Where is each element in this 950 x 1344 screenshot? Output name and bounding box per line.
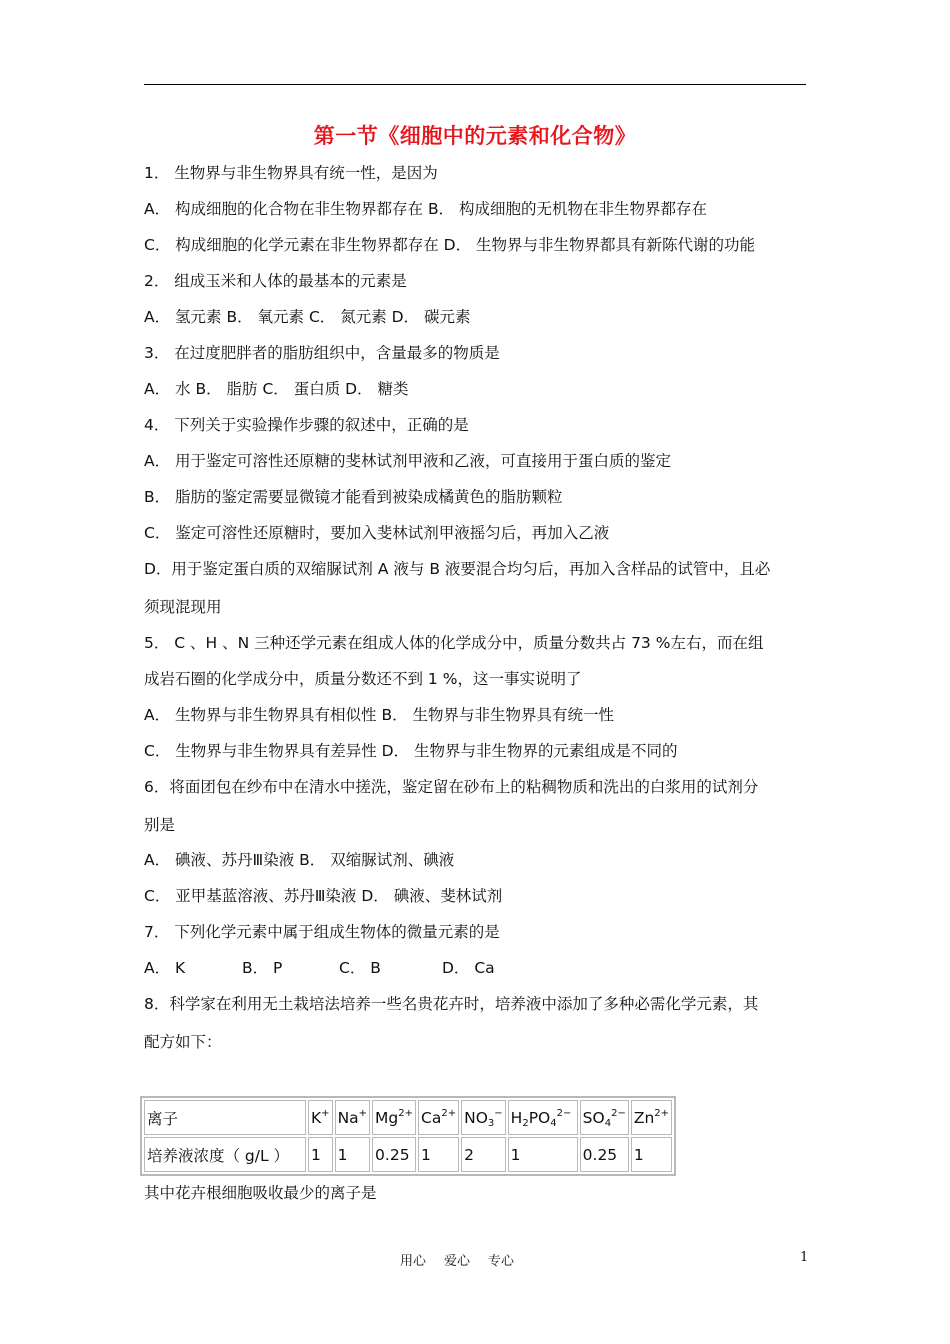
table-cell: 0.25 [372, 1137, 416, 1172]
question-6-cont: 别是 [144, 816, 176, 834]
ion-k: K+ [308, 1100, 333, 1135]
q3-options: A． 水 B． 脂肪 C． 蛋白质 D． 糖类 [144, 380, 409, 398]
q4-option-b: B． 脂肪的鉴定需要显微镜才能看到被染成橘黄色的脂肪颗粒 [144, 488, 563, 506]
question-5-cont: 成岩石圈的化学成分中，质量分数还不到 1 %，这一事实说明了 [144, 670, 582, 688]
table-cell: 1 [418, 1137, 459, 1172]
q2-options: A． 氢元素 B． 氧元素 C． 氮元素 D． 碳元素 [144, 308, 471, 326]
nutrient-table [140, 1096, 676, 1176]
q7-option-b: B． P [242, 959, 283, 977]
question-2: 2． 组成玉米和人体的最基本的元素是 [144, 272, 407, 290]
ion-na: Na+ [335, 1100, 370, 1135]
q7-option-c: C． B [339, 959, 381, 977]
ion-ca: $Ca^{2+}$ [418, 1100, 459, 1135]
table-cell: 1 [631, 1137, 672, 1172]
table-row-concentration [144, 1137, 672, 1172]
table-row-ions [144, 1100, 672, 1135]
question-6: 6．将面团包在纱布中在清水中搓洗，鉴定留在砂布上的粘稠物质和洗出的白浆用的试剂分 [144, 778, 759, 796]
question-5: 5． C 、H 、N 三种还学元素在组成人体的化学成分中，质量分数共占 73 %左右，而在组 [144, 634, 764, 652]
page-number: 1 [800, 1250, 809, 1265]
row-label-ion: 离子 [144, 1100, 306, 1135]
q1-options-ab: A． 构成细胞的化合物在非生物界都存在 B． 构成细胞的无机物在非生物界都存在 [144, 200, 708, 218]
q5-options-cd: C． 生物界与非生物界具有差异性 D． 生物界与非生物界的元素组成是不同的 [144, 742, 678, 760]
ion-no3: $NO_3^-$ [461, 1100, 506, 1135]
q7-option-a: A． K [144, 959, 186, 977]
q7-option-d: D． Ca [442, 959, 495, 977]
row-label-concentration: 培养液浓度（ g/L ） [144, 1137, 306, 1172]
q4-option-a: A． 用于鉴定可溶性还原糖的斐林试剂甲液和乙液，可直接用于蛋白质的鉴定 [144, 452, 672, 470]
q4-option-d-cont: 须现混现用 [144, 598, 222, 616]
page-title: 第一节《细胞中的元素和化合物》 [313, 124, 637, 148]
question-8-cont: 配方如下： [144, 1033, 222, 1051]
q4-option-d: D．用于鉴定蛋白质的双缩脲试剂 A 液与 B 液要混合均匀后，再加入含样品的试管中，且必 [144, 560, 771, 578]
table-cell: 1 [308, 1137, 333, 1172]
question-8-prompt: 其中花卉根细胞吸收最少的离子是 [144, 1184, 377, 1202]
table-cell: 1 [508, 1137, 578, 1172]
question-4: 4． 下列关于实验操作步骤的叙述中，正确的是 [144, 416, 469, 434]
ion-zn: $Zn^{2+}$ [631, 1100, 672, 1135]
footer-motto [400, 1250, 532, 1269]
footer-word: 爱心 [444, 1254, 471, 1269]
footer-word: 用心 [400, 1254, 427, 1269]
footer-word: 专心 [488, 1254, 515, 1269]
q5-options-ab: A． 生物界与非生物界具有相似性 B． 生物界与非生物界具有统一性 [144, 706, 615, 724]
q4-option-c: C． 鉴定可溶性还原糖时，要加入斐林试剂甲液摇匀后，再加入乙液 [144, 524, 610, 542]
ion-h2po4: $H_2PO_4^{2-}$ [508, 1100, 578, 1135]
q6-options-cd: C． 亚甲基蓝溶液、苏丹Ⅲ染液 D． 碘液、斐林试剂 [144, 887, 503, 905]
header-rule [144, 84, 806, 85]
question-3: 3． 在过度肥胖者的脂肪组织中，含量最多的物质是 [144, 344, 500, 362]
question-8: 8．科学家在利用无土栽培法培养一些名贵花卉时，培养液中添加了多种必需化学元素，其 [144, 995, 759, 1013]
table-cell: 0.25 [580, 1137, 629, 1172]
ion-so4: $SO_4^{2-}$ [580, 1100, 629, 1135]
question-7: 7． 下列化学元素中属于组成生物体的微量元素的是 [144, 923, 500, 941]
table-cell: 1 [335, 1137, 370, 1172]
ion-mg: $Mg^{2+}$ [372, 1100, 416, 1135]
q7-options [144, 958, 495, 978]
q6-options-ab: A． 碘液、苏丹Ⅲ染液 B． 双缩脲试剂、碘液 [144, 851, 455, 869]
question-1: 1． 生物界与非生物界具有统一性，是因为 [144, 164, 438, 182]
table-cell: 2 [461, 1137, 506, 1172]
q1-options-cd: C． 构成细胞的化学元素在非生物界都存在 D． 生物界与非生物界都具有新陈代谢的功能 [144, 236, 756, 254]
